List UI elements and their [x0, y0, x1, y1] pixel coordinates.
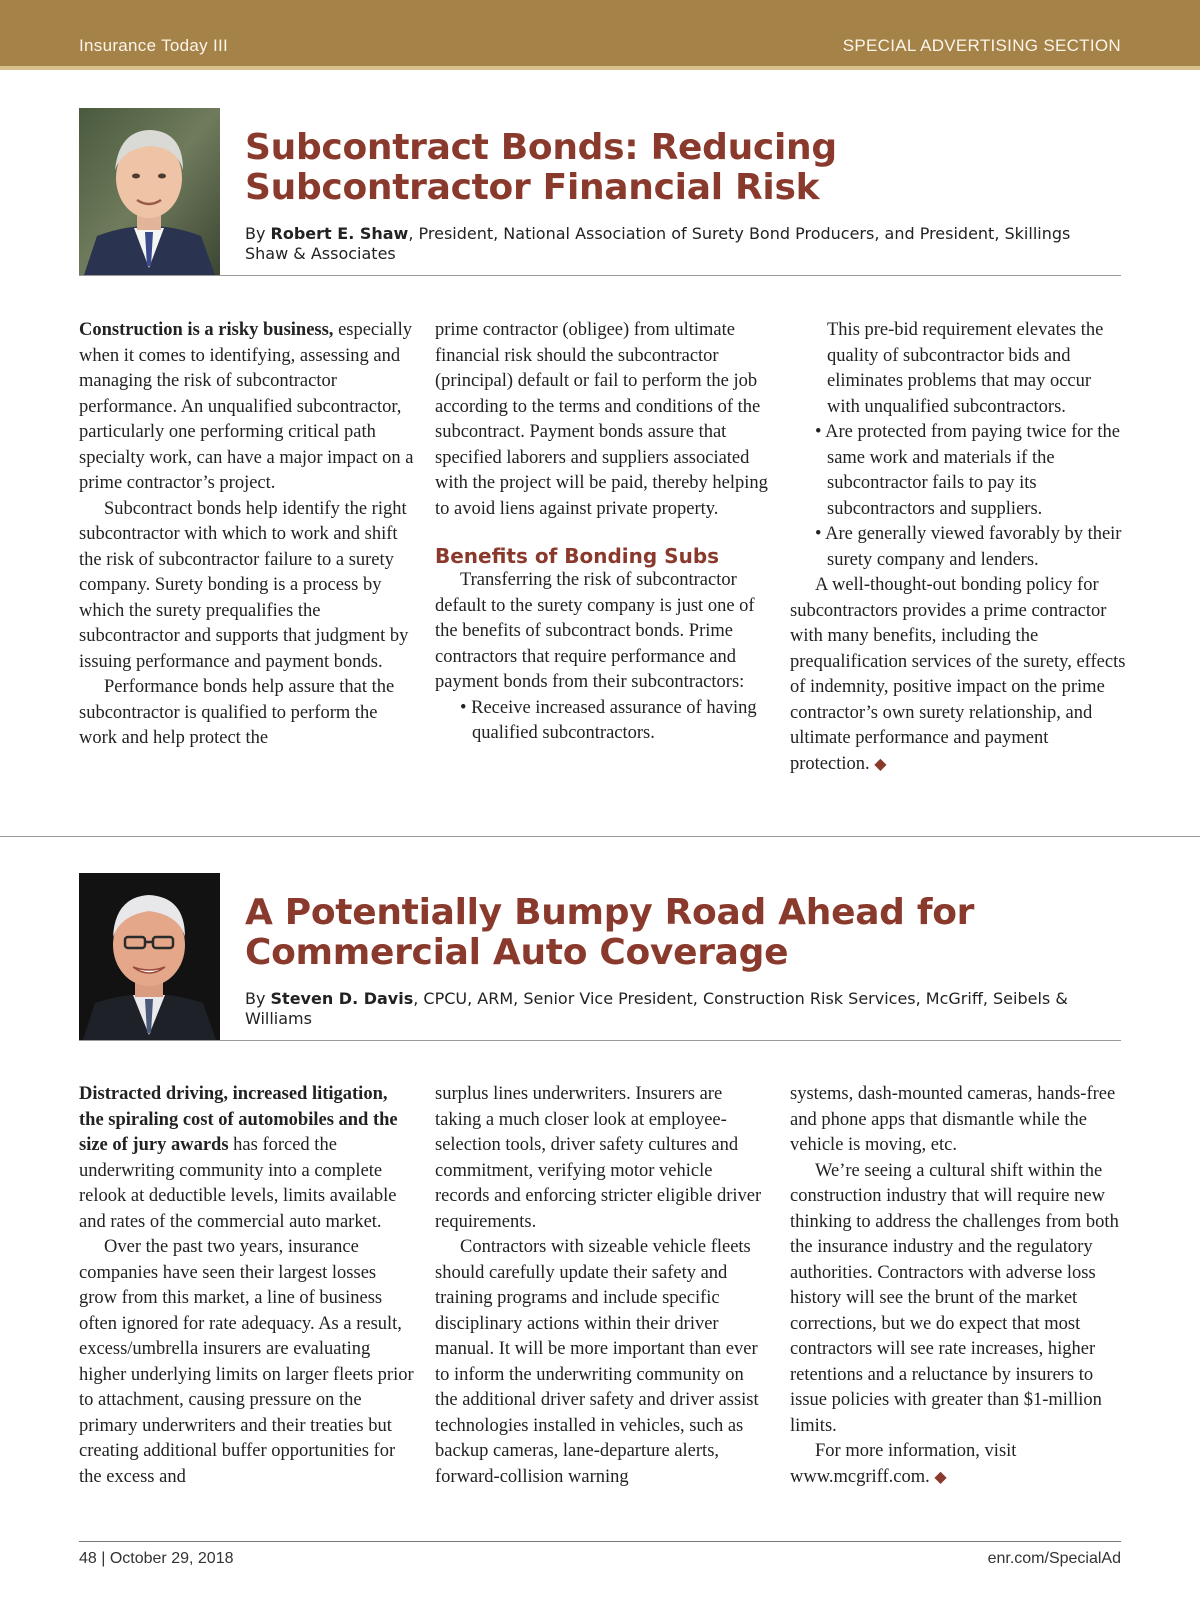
- footer-url: enr.com/SpecialAd: [987, 1550, 1121, 1567]
- paragraph-text: has forced the underwriting community into a complete relook at deductible levels, limits available and rates of the commercial auto market.: [79, 1135, 397, 1232]
- paragraph-text: For more information, visit www.mcgriff.com.: [790, 1441, 1017, 1487]
- section-divider: [0, 836, 1200, 837]
- paragraph: systems, dash-mounted cameras, hands-free and phone apps that dismantle while the vehicle is moving, etc.: [790, 1084, 1116, 1155]
- column-3: [790, 1082, 1126, 1490]
- header-divider: [79, 275, 1121, 276]
- bullet-item: • Receive increased assurance of having qualified subcontractors.: [460, 697, 757, 743]
- author-affiliation: , President, National Association of Surety Bond Producers, and President, Skillings Shaw & Associates: [245, 224, 1071, 263]
- header-divider: [79, 1040, 1121, 1041]
- section-label: SPECIAL ADVERTISING SECTION: [842, 36, 1121, 55]
- lead-in: Construction is a risky business,: [79, 320, 334, 340]
- paragraph: surplus lines underwriters. Insurers are taking a much closer look at employee-selection tools, driver safety cultures and commitment, verifying motor vehicle records and enforcing stricter eligible driver requirements.: [435, 1084, 762, 1232]
- footer-divider: [79, 1541, 1121, 1542]
- paragraph: Contractors with sizeable vehicle fleets should carefully update their safety and training programs and include specific disciplinary actions within their driver manual. It will be more important than ever to inform the underwriting community on the additional driver safety and driver assist technologies installed in vehicles, such as backup cameras, lane-departure alerts, forward-collision warning: [435, 1237, 759, 1487]
- page-folio: 48 | October 29, 2018: [79, 1550, 234, 1567]
- lead-in: Distracted driving, increased litigation, the spiraling cost of automobiles and the size of jury awards: [79, 1084, 398, 1155]
- paragraph: We’re seeing a cultural shift within the construction industry that will require new thinking to address the challenges from both the insurance industry and the regulatory authorities. Contractors with adverse loss history will see the brunt of the market corrections, but we do expect that most contractors will see rate increases, higher retentions and a reluctance by insurers to issue policies with greater than $1-million limits.: [790, 1160, 1119, 1436]
- paragraph: Over the past two years, insurance companies have seen their largest losses grow from this market, a line of business often ignored for rate adequacy. As a result, excess/umbrella insurers are evaluating higher underlying limits on larger fleets prior to attachment, causing pressure on the primary underwriters and their treaties but creating additional buffer opportunities for the excess and: [79, 1237, 414, 1487]
- author-name: Steven D. Davis: [270, 989, 414, 1008]
- publication-name: Insurance Today III: [79, 36, 229, 55]
- column-2: [435, 1082, 771, 1490]
- paragraph: prime contractor (obligee) from ultimate financial risk should the subcontractor (principal) default or fail to perform the job according to the terms and conditions of the subcontract. Payment bonds assure that specified laborers and suppliers associated with the project will be paid, thereby helping to avoid liens against private property.: [435, 320, 768, 519]
- byline-prefix: By: [245, 989, 271, 1008]
- end-mark-icon: ◆: [874, 755, 887, 773]
- bullet-item: • Are generally viewed favorably by their surety company and lenders.: [815, 524, 1122, 570]
- byline-prefix: By: [245, 224, 271, 243]
- bullet-continuation: This pre-bid requirement elevates the quality of subcontractor bids and eliminates problems that may occur with unqualified subcontractors.: [827, 320, 1104, 417]
- article-headline: A Potentially Bumpy Road Ahead for Commercial Auto Coverage: [245, 892, 975, 973]
- subheading: Benefits of Bonding Subs: [435, 544, 720, 568]
- paragraph: [79, 1082, 415, 1235]
- paragraph: Performance bonds help assure that the subcontractor is qualified to perform the work and help protect the: [79, 677, 395, 748]
- paragraph: Transferring the risk of subcontractor default to the surety company is just one of the benefits of subcontract bonds. Prime contractors that require performance and payment bonds from their subcontractors:: [435, 570, 755, 692]
- paragraph: [79, 318, 415, 497]
- column-3: [790, 318, 1126, 777]
- byline: [245, 989, 1085, 1029]
- column-1: [79, 318, 415, 752]
- author-affiliation: , CPCU, ARM, Senior Vice President, Construction Risk Services, McGriff, Seibels & Williams: [245, 989, 1068, 1028]
- header-band: [0, 0, 1200, 70]
- column-2: [435, 318, 771, 747]
- byline: [245, 224, 1085, 264]
- article-headline: Subcontract Bonds: Reducing Subcontractor Financial Risk: [245, 127, 837, 208]
- paragraph: Subcontract bonds help identify the right subcontractor with which to work and shift the risk of subcontractor failure to a surety company. Surety bonding is a process by which the surety prequalifies the subcontractor and supports that judgment by issuing performance and payment bonds.: [79, 498, 409, 672]
- author-photo: [79, 108, 220, 275]
- paragraph: [790, 573, 1126, 777]
- end-mark-icon: ◆: [934, 1468, 947, 1486]
- paragraph-text: especially when it comes to identifying, assessing and managing the risk of subcontractor performance. An unqualified subcontractor, particularly one performing critical path specialty work, can have a major impact on a prime contractor’s project.: [79, 320, 414, 493]
- author-photo: [79, 873, 220, 1040]
- author-name: Robert E. Shaw: [270, 224, 409, 243]
- column-1: [79, 1082, 415, 1490]
- bullet-item: • Are protected from paying twice for the same work and materials if the subcontractor fails to pay its subcontractors and suppliers.: [815, 422, 1120, 519]
- paragraph-text: A well-thought-out bonding policy for subcontractors provides a prime contractor with many benefits, including the prequalification services of the surety, effects of indemnity, positive impact on the prime contractor’s own surety relationship, and ultimate performance and payment protection.: [790, 575, 1126, 774]
- paragraph: [790, 1439, 1126, 1490]
